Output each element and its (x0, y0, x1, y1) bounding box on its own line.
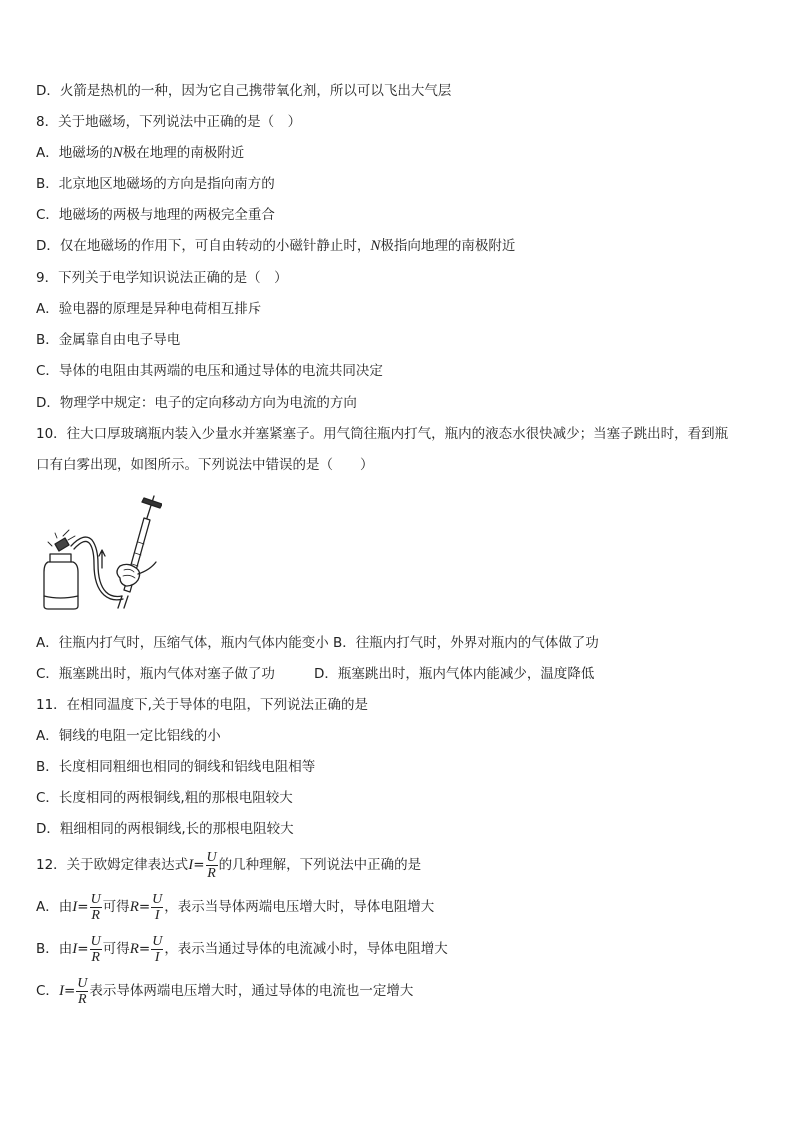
fraction-u-over-r (206, 850, 218, 881)
frac-num: U (206, 849, 217, 865)
q11-stem: 11．在相同温度下,关于导体的电阻，下列说法正确的是 (36, 697, 368, 713)
q12-option-b (36, 932, 448, 966)
q12-option-a (36, 890, 434, 924)
formula-i: I (188, 857, 194, 873)
q8-stem: 8．关于地磁场，下列说法中正确的是（ ） (36, 114, 302, 130)
q12a-mid: 可得 (102, 899, 130, 915)
frac-den: R (91, 907, 100, 923)
q11-option-c: C．长度相同的两根铜线,粗的那根电阻较大 (36, 790, 293, 806)
frac-num: U (152, 891, 163, 907)
q12-stem (36, 848, 421, 882)
q11-option-b: B．长度相同粗细也相同的铜线和铝线电阻相等 (36, 759, 316, 775)
frac-num: U (77, 975, 88, 991)
q8a-text-pre: A．地磁场的 (36, 145, 113, 161)
q10-option-c: C．瓶塞跳出时，瓶内气体对塞子做了功 (36, 666, 275, 682)
formula-eq: = (63, 983, 76, 999)
q10-stem-line1: 10．往大口厚玻璃瓶内装入少量水并塞紧塞子。用气筒往瓶内打气，瓶内的液态水很快减少；当塞子跳出时，看到瓶 (36, 426, 729, 442)
formula-i: I (58, 983, 64, 999)
q9-option-d: D．物理学中规定：电子的定向移动方向为电流的方向 (36, 395, 357, 411)
q12b-mid: 可得 (102, 941, 130, 957)
q11-option-d: D．粗细相同的两根铜线,长的那根电阻较大 (36, 821, 294, 837)
q12b-pre: B．由 (36, 941, 73, 957)
q8d-text-post: 极指向地理的南极附近 (380, 238, 516, 254)
q12-option-c (36, 974, 413, 1008)
fraction-u-over-r (90, 934, 102, 965)
frac-num: U (152, 933, 163, 949)
q9-option-a: A．验电器的原理是异种电荷相互排斥 (36, 301, 262, 317)
q8d-symbol-n: N (370, 238, 381, 254)
q12a-post: ，表示当导体两端电压增大时，导体电阻增大 (164, 899, 435, 915)
bottle-pump-figure (38, 492, 162, 610)
q10-option-d: D．瓶塞跳出时，瓶内气体内能减少，温度降低 (314, 666, 595, 682)
formula-r: R (129, 941, 139, 957)
q8-option-b: B．北京地区地磁场的方向是指向南方的 (36, 176, 275, 192)
frac-den: I (154, 949, 160, 965)
q7-option-d: D．火箭是热机的一种，因为它自己携带氧化剂，所以可以飞出大气层 (36, 83, 452, 99)
q12c-pre: C． (36, 983, 59, 999)
formula-eq: = (77, 941, 89, 957)
q9-option-c: C．导体的电阻由其两端的电压和通过导体的电流共同决定 (36, 363, 383, 379)
formula-i: I (72, 941, 78, 957)
q12-stem-post: 的几种理解，下列说法中正确的是 (218, 857, 422, 873)
fraction-u-over-r (76, 976, 88, 1007)
q9-stem: 9．下列关于电学知识说法正确的是（ ） (36, 270, 288, 286)
frac-den: R (78, 991, 87, 1007)
frac-num: U (90, 933, 101, 949)
q10-options-ab: A．往瓶内打气时，压缩气体，瓶内气体内能变小 B．往瓶内打气时，外界对瓶内的气体做了功 (36, 635, 599, 651)
frac-den: I (154, 907, 160, 923)
q8a-symbol-n: N (112, 145, 123, 161)
q10-stem-line2: 口有白雾出现，如图所示。下列说法中错误的是（ ） (36, 457, 374, 473)
formula-r: R (129, 899, 139, 915)
frac-num: U (90, 891, 101, 907)
formula-eq: = (138, 899, 151, 915)
fraction-u-over-r (90, 892, 102, 923)
q8-option-c: C．地磁场的两极与地理的两极完全重合 (36, 207, 275, 223)
q9-option-b: B．金属靠自由电子导电 (36, 332, 181, 348)
frac-den: R (207, 865, 216, 881)
q8d-text-pre: D．仅在地磁场的作用下，可自由转动的小磁针静止时， (36, 238, 371, 254)
formula-eq: = (138, 941, 151, 957)
formula-eq: = (193, 857, 205, 873)
q8a-text-post: 极在地理的南极附近 (122, 145, 245, 161)
q12-stem-pre: 12．关于欧姆定律表达式 (36, 857, 189, 873)
frac-den: R (91, 949, 100, 965)
fraction-u-over-i (151, 892, 163, 923)
formula-eq: = (77, 899, 89, 915)
q8-option-a (36, 144, 244, 162)
fraction-u-over-i (151, 934, 163, 965)
q12c-post: 表示导体两端电压增大时，通过导体的电流也一定增大 (89, 983, 414, 999)
formula-i: I (72, 899, 78, 915)
q12a-pre: A．由 (36, 899, 73, 915)
q11-option-a: A．铜线的电阻一定比铝线的小 (36, 728, 221, 744)
q8-option-d (36, 237, 515, 255)
q12b-post: ，表示当通过导体的电流减小时，导体电阻增大 (164, 941, 448, 957)
